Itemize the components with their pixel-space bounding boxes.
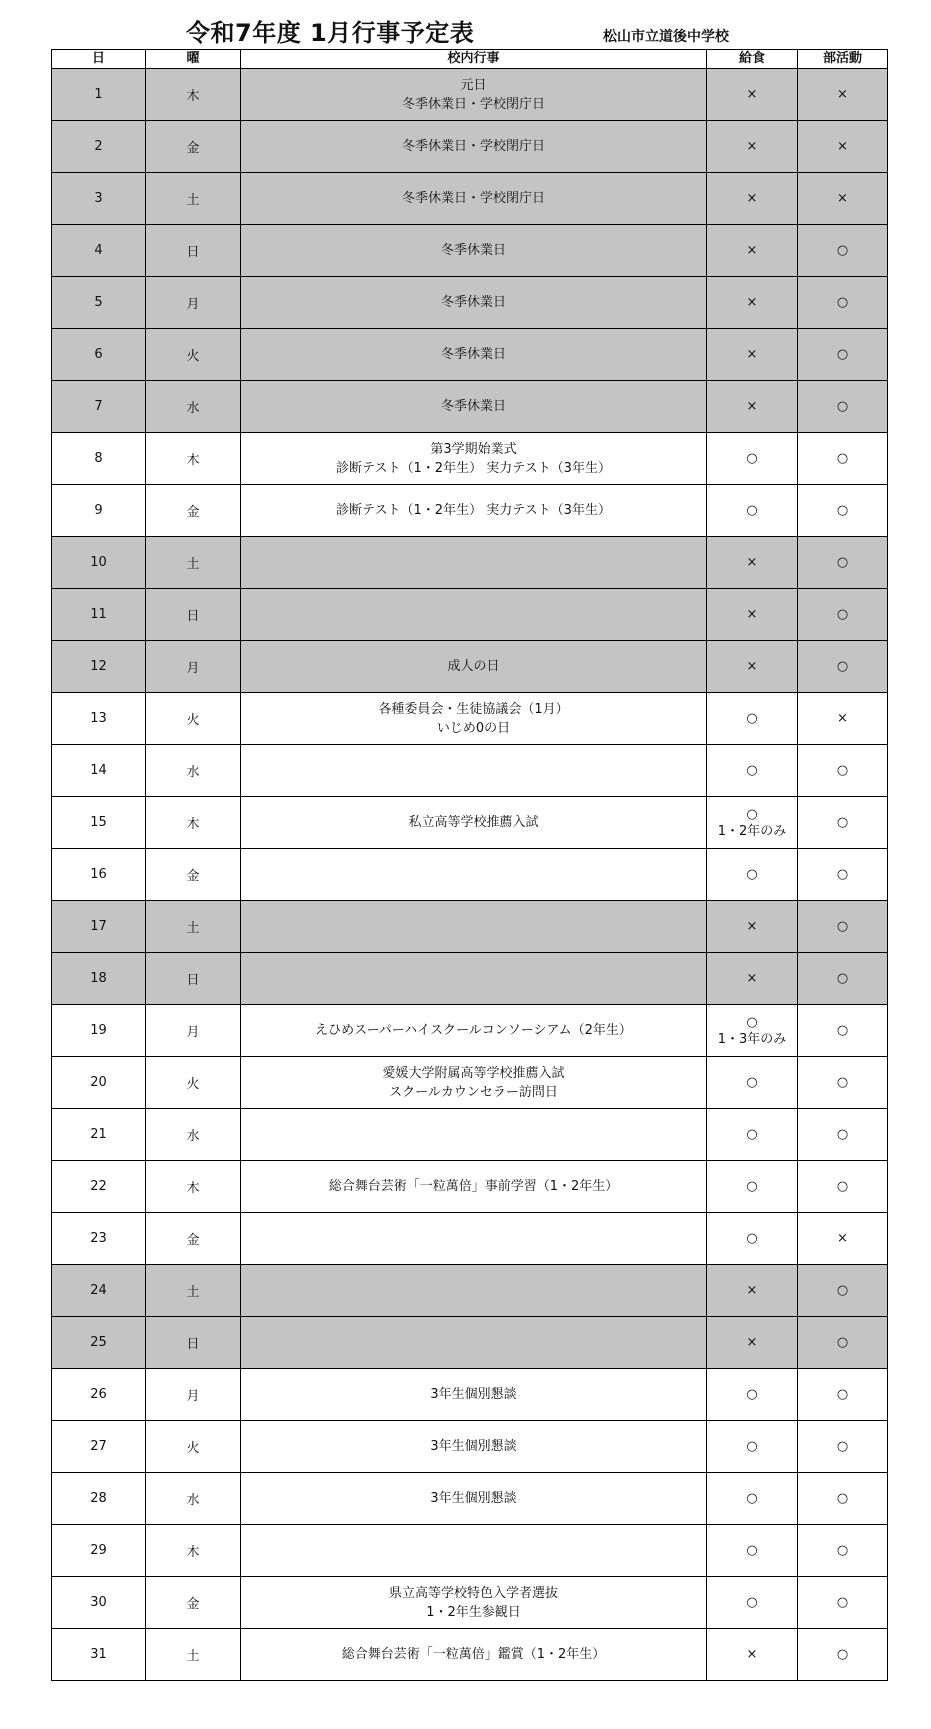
lunch-cell (707, 277, 798, 329)
lunch-cell (707, 173, 798, 225)
lunch-cell (707, 121, 798, 173)
lunch-cell (707, 329, 798, 381)
lunch-mark: ○ (746, 1231, 758, 1246)
table-row (52, 901, 888, 953)
day-cell: 12 (52, 641, 146, 693)
lunch-cell (707, 797, 798, 849)
weekday-cell: 月 (146, 1005, 241, 1057)
club-cell: ○ (798, 953, 888, 1005)
lunch-cell (707, 381, 798, 433)
lunch-cell (707, 1369, 798, 1421)
table-row (52, 329, 888, 381)
table-row (52, 693, 888, 745)
lunch-mark: ○ (746, 1595, 758, 1610)
weekday-cell: 金 (146, 485, 241, 537)
day-cell: 3 (52, 173, 146, 225)
weekday-cell: 土 (146, 173, 241, 225)
event-line: 私立高等学校推薦入試 (408, 815, 539, 830)
weekday-cell: 土 (146, 1265, 241, 1317)
table-header-row (52, 50, 888, 69)
day-cell: 26 (52, 1369, 146, 1421)
club-cell: × (798, 173, 888, 225)
club-cell: ○ (798, 1421, 888, 1473)
club-cell: ○ (798, 641, 888, 693)
events-cell (241, 1109, 707, 1161)
table-row (52, 1265, 888, 1317)
events-cell (241, 381, 707, 433)
lunch-note: 1・3年のみ (717, 1031, 787, 1047)
weekday-cell: 日 (146, 1317, 241, 1369)
lunch-cell (707, 1109, 798, 1161)
table-row (52, 1421, 888, 1473)
weekday-cell: 日 (146, 225, 241, 277)
weekday-cell: 水 (146, 745, 241, 797)
lunch-cell (707, 69, 798, 121)
club-cell: ○ (798, 1005, 888, 1057)
events-cell (241, 1057, 707, 1109)
weekday-cell: 木 (146, 433, 241, 485)
weekday-cell: 土 (146, 901, 241, 953)
events-cell (241, 121, 707, 173)
lunch-mark: × (746, 1647, 758, 1662)
lunch-mark: × (746, 243, 758, 258)
day-cell: 30 (52, 1577, 146, 1629)
event-line: 診断テスト（1・2年生） 実力テスト（3年生） (336, 503, 611, 518)
club-cell: × (798, 69, 888, 121)
lunch-cell (707, 1629, 798, 1681)
club-cell: ○ (798, 1265, 888, 1317)
event-line: 冬季休業日・学校閉庁日 (401, 96, 545, 112)
club-cell: ○ (798, 901, 888, 953)
column-header-weekday: 曜 (146, 50, 241, 69)
lunch-cell (707, 849, 798, 901)
events-cell (241, 537, 707, 589)
table-row (52, 69, 888, 121)
day-cell: 21 (52, 1109, 146, 1161)
day-cell: 19 (52, 1005, 146, 1057)
events-cell (241, 225, 707, 277)
events-cell (241, 1005, 707, 1057)
event-line: スクールカウンセラー訪問日 (389, 1084, 558, 1100)
events-cell (241, 693, 707, 745)
lunch-mark: × (746, 555, 758, 570)
event-line: 総合舞台芸術「一粒萬倍」鑑賞（1・2年生） (341, 1647, 606, 1662)
event-line: 愛媛大学附属高等学校推薦入試 (382, 1065, 565, 1081)
weekday-cell: 土 (146, 1629, 241, 1681)
event-line: 総合舞台芸術「一粒萬倍」事前学習（1・2年生） (328, 1179, 619, 1194)
lunch-cell (707, 1317, 798, 1369)
event-line: 冬季休業日 (440, 347, 506, 362)
weekday-cell: 月 (146, 641, 241, 693)
club-cell: × (798, 693, 888, 745)
table-row (52, 1629, 888, 1681)
club-cell: ○ (798, 329, 888, 381)
day-cell: 6 (52, 329, 146, 381)
lunch-mark: × (746, 971, 758, 986)
lunch-mark: ○ (746, 1491, 758, 1506)
table-row (52, 1317, 888, 1369)
lunch-mark: × (746, 139, 758, 154)
column-header-day: 日 (52, 50, 146, 69)
lunch-cell (707, 1473, 798, 1525)
day-cell: 5 (52, 277, 146, 329)
events-cell (241, 1629, 707, 1681)
club-cell: ○ (798, 589, 888, 641)
lunch-cell (707, 745, 798, 797)
day-cell: 14 (52, 745, 146, 797)
lunch-cell (707, 1525, 798, 1577)
lunch-note: 1・2年のみ (717, 823, 787, 839)
lunch-mark: × (746, 295, 758, 310)
events-cell (241, 1317, 707, 1369)
club-cell: ○ (798, 225, 888, 277)
day-cell: 27 (52, 1421, 146, 1473)
lunch-cell (707, 1421, 798, 1473)
day-cell: 28 (52, 1473, 146, 1525)
table-row (52, 1525, 888, 1577)
events-cell (241, 589, 707, 641)
lunch-mark: ○ (746, 1179, 758, 1194)
lunch-cell (707, 1057, 798, 1109)
weekday-cell: 金 (146, 1577, 241, 1629)
club-cell: ○ (798, 1161, 888, 1213)
events-cell (241, 1525, 707, 1577)
weekday-cell: 金 (146, 121, 241, 173)
events-cell (241, 1213, 707, 1265)
events-cell (241, 173, 707, 225)
day-cell: 25 (52, 1317, 146, 1369)
weekday-cell: 水 (146, 1109, 241, 1161)
events-cell (241, 745, 707, 797)
club-cell: ○ (798, 485, 888, 537)
table-row (52, 433, 888, 485)
club-cell: ○ (798, 1525, 888, 1577)
event-line: 冬季休業日・学校閉庁日 (401, 139, 545, 154)
lunch-cell (707, 1265, 798, 1317)
events-cell (241, 849, 707, 901)
table-row (52, 381, 888, 433)
table-row (52, 121, 888, 173)
weekday-cell: 木 (146, 1161, 241, 1213)
events-cell (241, 1421, 707, 1473)
lunch-cell (707, 901, 798, 953)
weekday-cell: 日 (146, 589, 241, 641)
events-cell (241, 485, 707, 537)
weekday-cell: 金 (146, 849, 241, 901)
lunch-cell (707, 485, 798, 537)
day-cell: 13 (52, 693, 146, 745)
lunch-cell (707, 225, 798, 277)
events-cell (241, 277, 707, 329)
table-row (52, 1369, 888, 1421)
lunch-mark: ○ (746, 867, 758, 882)
table-row (52, 1473, 888, 1525)
weekday-cell: 木 (146, 797, 241, 849)
event-line: 3年生個別懇談 (430, 1491, 517, 1506)
table-row (52, 849, 888, 901)
weekday-cell: 月 (146, 277, 241, 329)
events-cell (241, 329, 707, 381)
day-cell: 9 (52, 485, 146, 537)
club-cell: ○ (798, 277, 888, 329)
club-cell: ○ (798, 1473, 888, 1525)
table-row (52, 485, 888, 537)
events-cell (241, 1473, 707, 1525)
page-title: 令和7年度 1月行事予定表 (186, 19, 475, 47)
event-line: いじめ0の日 (436, 720, 511, 736)
club-cell: ○ (798, 1317, 888, 1369)
event-line: 3年生個別懇談 (430, 1387, 517, 1402)
lunch-mark: ○ (746, 1439, 758, 1454)
club-cell: ○ (798, 1577, 888, 1629)
weekday-cell: 火 (146, 1421, 241, 1473)
lunch-cell (707, 589, 798, 641)
events-cell (241, 1265, 707, 1317)
weekday-cell: 木 (146, 1525, 241, 1577)
weekday-cell: 木 (146, 69, 241, 121)
lunch-cell (707, 537, 798, 589)
lunch-mark: × (746, 1335, 758, 1350)
lunch-mark: × (746, 399, 758, 414)
lunch-mark: × (746, 347, 758, 362)
lunch-cell (707, 1161, 798, 1213)
club-cell: ○ (798, 1057, 888, 1109)
lunch-mark: × (746, 87, 758, 102)
lunch-cell (707, 1005, 798, 1057)
club-cell: ○ (798, 381, 888, 433)
lunch-mark: ○ (746, 711, 758, 726)
events-cell (241, 1577, 707, 1629)
table-row (52, 277, 888, 329)
day-cell: 11 (52, 589, 146, 641)
lunch-cell (707, 1213, 798, 1265)
day-cell: 2 (52, 121, 146, 173)
lunch-mark: ○ (746, 763, 758, 778)
event-line: えひめスーパーハイスクールコンソーシアム（2年生） (315, 1023, 632, 1038)
table-row (52, 173, 888, 225)
table-row (52, 1161, 888, 1213)
event-line: 診断テスト（1・2年生） 実力テスト（3年生） (336, 460, 611, 476)
events-cell (241, 641, 707, 693)
events-cell (241, 1369, 707, 1421)
events-cell (241, 797, 707, 849)
lunch-cell (707, 953, 798, 1005)
lunch-mark: × (746, 1283, 758, 1298)
club-cell: ○ (798, 1629, 888, 1681)
lunch-mark: ○ (746, 1543, 758, 1558)
events-cell (241, 69, 707, 121)
lunch-cell (707, 1577, 798, 1629)
day-cell: 24 (52, 1265, 146, 1317)
weekday-cell: 火 (146, 693, 241, 745)
day-cell: 23 (52, 1213, 146, 1265)
lunch-mark: ○ (746, 1387, 758, 1402)
lunch-mark: ○ (746, 806, 758, 822)
table-row (52, 953, 888, 1005)
lunch-mark: × (746, 659, 758, 674)
club-cell: × (798, 121, 888, 173)
day-cell: 15 (52, 797, 146, 849)
club-cell: ○ (798, 1109, 888, 1161)
lunch-mark: ○ (746, 503, 758, 518)
weekday-cell: 火 (146, 1057, 241, 1109)
day-cell: 4 (52, 225, 146, 277)
event-line: 冬季休業日 (440, 399, 506, 414)
club-cell: ○ (798, 433, 888, 485)
lunch-cell (707, 693, 798, 745)
table-row (52, 1057, 888, 1109)
event-line: 県立高等学校特色入学者選抜 (388, 1585, 558, 1601)
lunch-mark: ○ (746, 1014, 758, 1030)
event-line: 3年生個別懇談 (430, 1439, 517, 1454)
event-line: 各種委員会・生徒協議会（1月） (378, 701, 569, 717)
day-cell: 17 (52, 901, 146, 953)
events-cell (241, 953, 707, 1005)
weekday-cell: 火 (146, 329, 241, 381)
day-cell: 22 (52, 1161, 146, 1213)
weekday-cell: 土 (146, 537, 241, 589)
table-row (52, 537, 888, 589)
lunch-mark: × (746, 607, 758, 622)
lunch-mark: ○ (746, 1075, 758, 1090)
schedule-table (51, 49, 888, 1681)
weekday-cell: 金 (146, 1213, 241, 1265)
table-row (52, 225, 888, 277)
club-cell: ○ (798, 849, 888, 901)
weekday-cell: 日 (146, 953, 241, 1005)
table-row (52, 1005, 888, 1057)
club-cell: × (798, 1213, 888, 1265)
day-cell: 1 (52, 69, 146, 121)
table-row (52, 1213, 888, 1265)
table-row (52, 1109, 888, 1161)
day-cell: 7 (52, 381, 146, 433)
club-cell: ○ (798, 537, 888, 589)
table-row (52, 641, 888, 693)
event-line: 1・2年生参観日 (426, 1604, 521, 1620)
table-row (52, 1577, 888, 1629)
column-header-club: 部活動 (798, 50, 888, 69)
table-row (52, 745, 888, 797)
lunch-mark: ○ (746, 1127, 758, 1142)
lunch-mark: × (746, 191, 758, 206)
day-cell: 16 (52, 849, 146, 901)
event-line: 冬季休業日 (440, 295, 506, 310)
day-cell: 10 (52, 537, 146, 589)
event-line: 第3学期始業式 (430, 441, 517, 457)
table-row (52, 797, 888, 849)
column-header-events: 校内行事 (241, 50, 707, 69)
weekday-cell: 水 (146, 381, 241, 433)
day-cell: 18 (52, 953, 146, 1005)
day-cell: 31 (52, 1629, 146, 1681)
schedule-rows (52, 69, 888, 1681)
event-line: 成人の日 (447, 659, 500, 674)
event-line: 冬季休業日・学校閉庁日 (401, 191, 545, 206)
lunch-cell (707, 433, 798, 485)
day-cell: 20 (52, 1057, 146, 1109)
events-cell (241, 433, 707, 485)
club-cell: ○ (798, 797, 888, 849)
column-header-lunch: 給食 (707, 50, 798, 69)
events-cell (241, 901, 707, 953)
event-line: 冬季休業日 (440, 243, 506, 258)
lunch-mark: × (746, 919, 758, 934)
weekday-cell: 水 (146, 1473, 241, 1525)
club-cell: ○ (798, 745, 888, 797)
day-cell: 29 (52, 1525, 146, 1577)
club-cell: ○ (798, 1369, 888, 1421)
event-line: 元日 (460, 77, 487, 93)
table-row (52, 589, 888, 641)
day-cell: 8 (52, 433, 146, 485)
school-name: 松山市立道後中学校 (603, 29, 729, 45)
lunch-mark: ○ (746, 451, 758, 466)
weekday-cell: 月 (146, 1369, 241, 1421)
events-cell (241, 1161, 707, 1213)
lunch-cell (707, 641, 798, 693)
